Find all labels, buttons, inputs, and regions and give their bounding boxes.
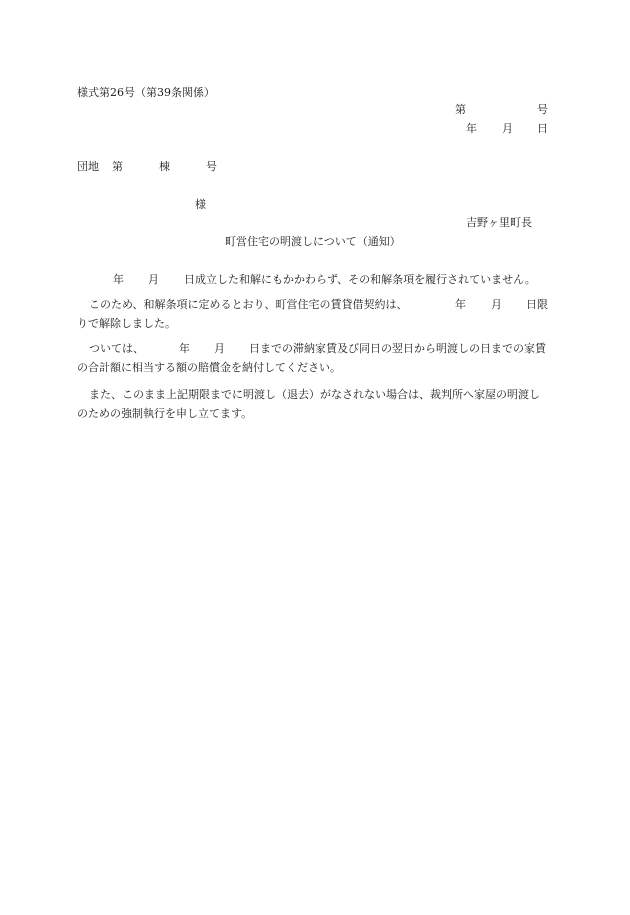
p2-month: 月 [491,298,502,311]
form-label: 様式第26号（第39条関係） [77,86,215,99]
p3-paragraph [77,339,550,377]
doc-number-suffix: 号 [537,103,548,116]
recipient-honorific: 様 [195,198,206,211]
address-to: 棟 [159,160,170,173]
sender-name: 吉野ヶ里町長 [466,216,532,229]
p2-day: 日限 [526,298,548,311]
p4-paragraph: また、このまま上記期限までに明渡し（退去）がなされない場合は、裁判所へ家屋の明渡しのための強制執行を申し立てます。 [77,388,540,420]
p2-end: りで解除しました。 [77,317,176,330]
address-go: 号 [206,160,217,173]
date-month-label: 月 [502,122,513,135]
date-day-label: 日 [537,122,548,135]
doc-number-prefix: 第 [455,103,466,116]
p3-start: ついては、 [89,342,144,355]
date-year-label: 年 [466,122,477,135]
address-danchi: 団地 [77,160,99,173]
address-dai: 第 [112,160,123,173]
p3-month: 月 [214,342,225,355]
p3-year: 年 [179,342,190,355]
document-title: 町営住宅の明渡しについて（通知） [225,235,401,248]
p1-month: 月 [148,273,159,286]
p1-year: 年 [113,273,124,286]
p3-rest: 日までの滞納家賃及び同日の翌日から明渡しの日までの家賃の合計額に相当する額の賠償金を納付してください。 [77,342,546,374]
p2-start: このため、和解条項に定めるとおり、町営住宅の賃貸借契約は、 [89,298,408,311]
p2-year: 年 [455,298,466,311]
p1-rest: 日成立した和解にもかかわらず、その和解条項を履行されていません。 [184,273,536,286]
